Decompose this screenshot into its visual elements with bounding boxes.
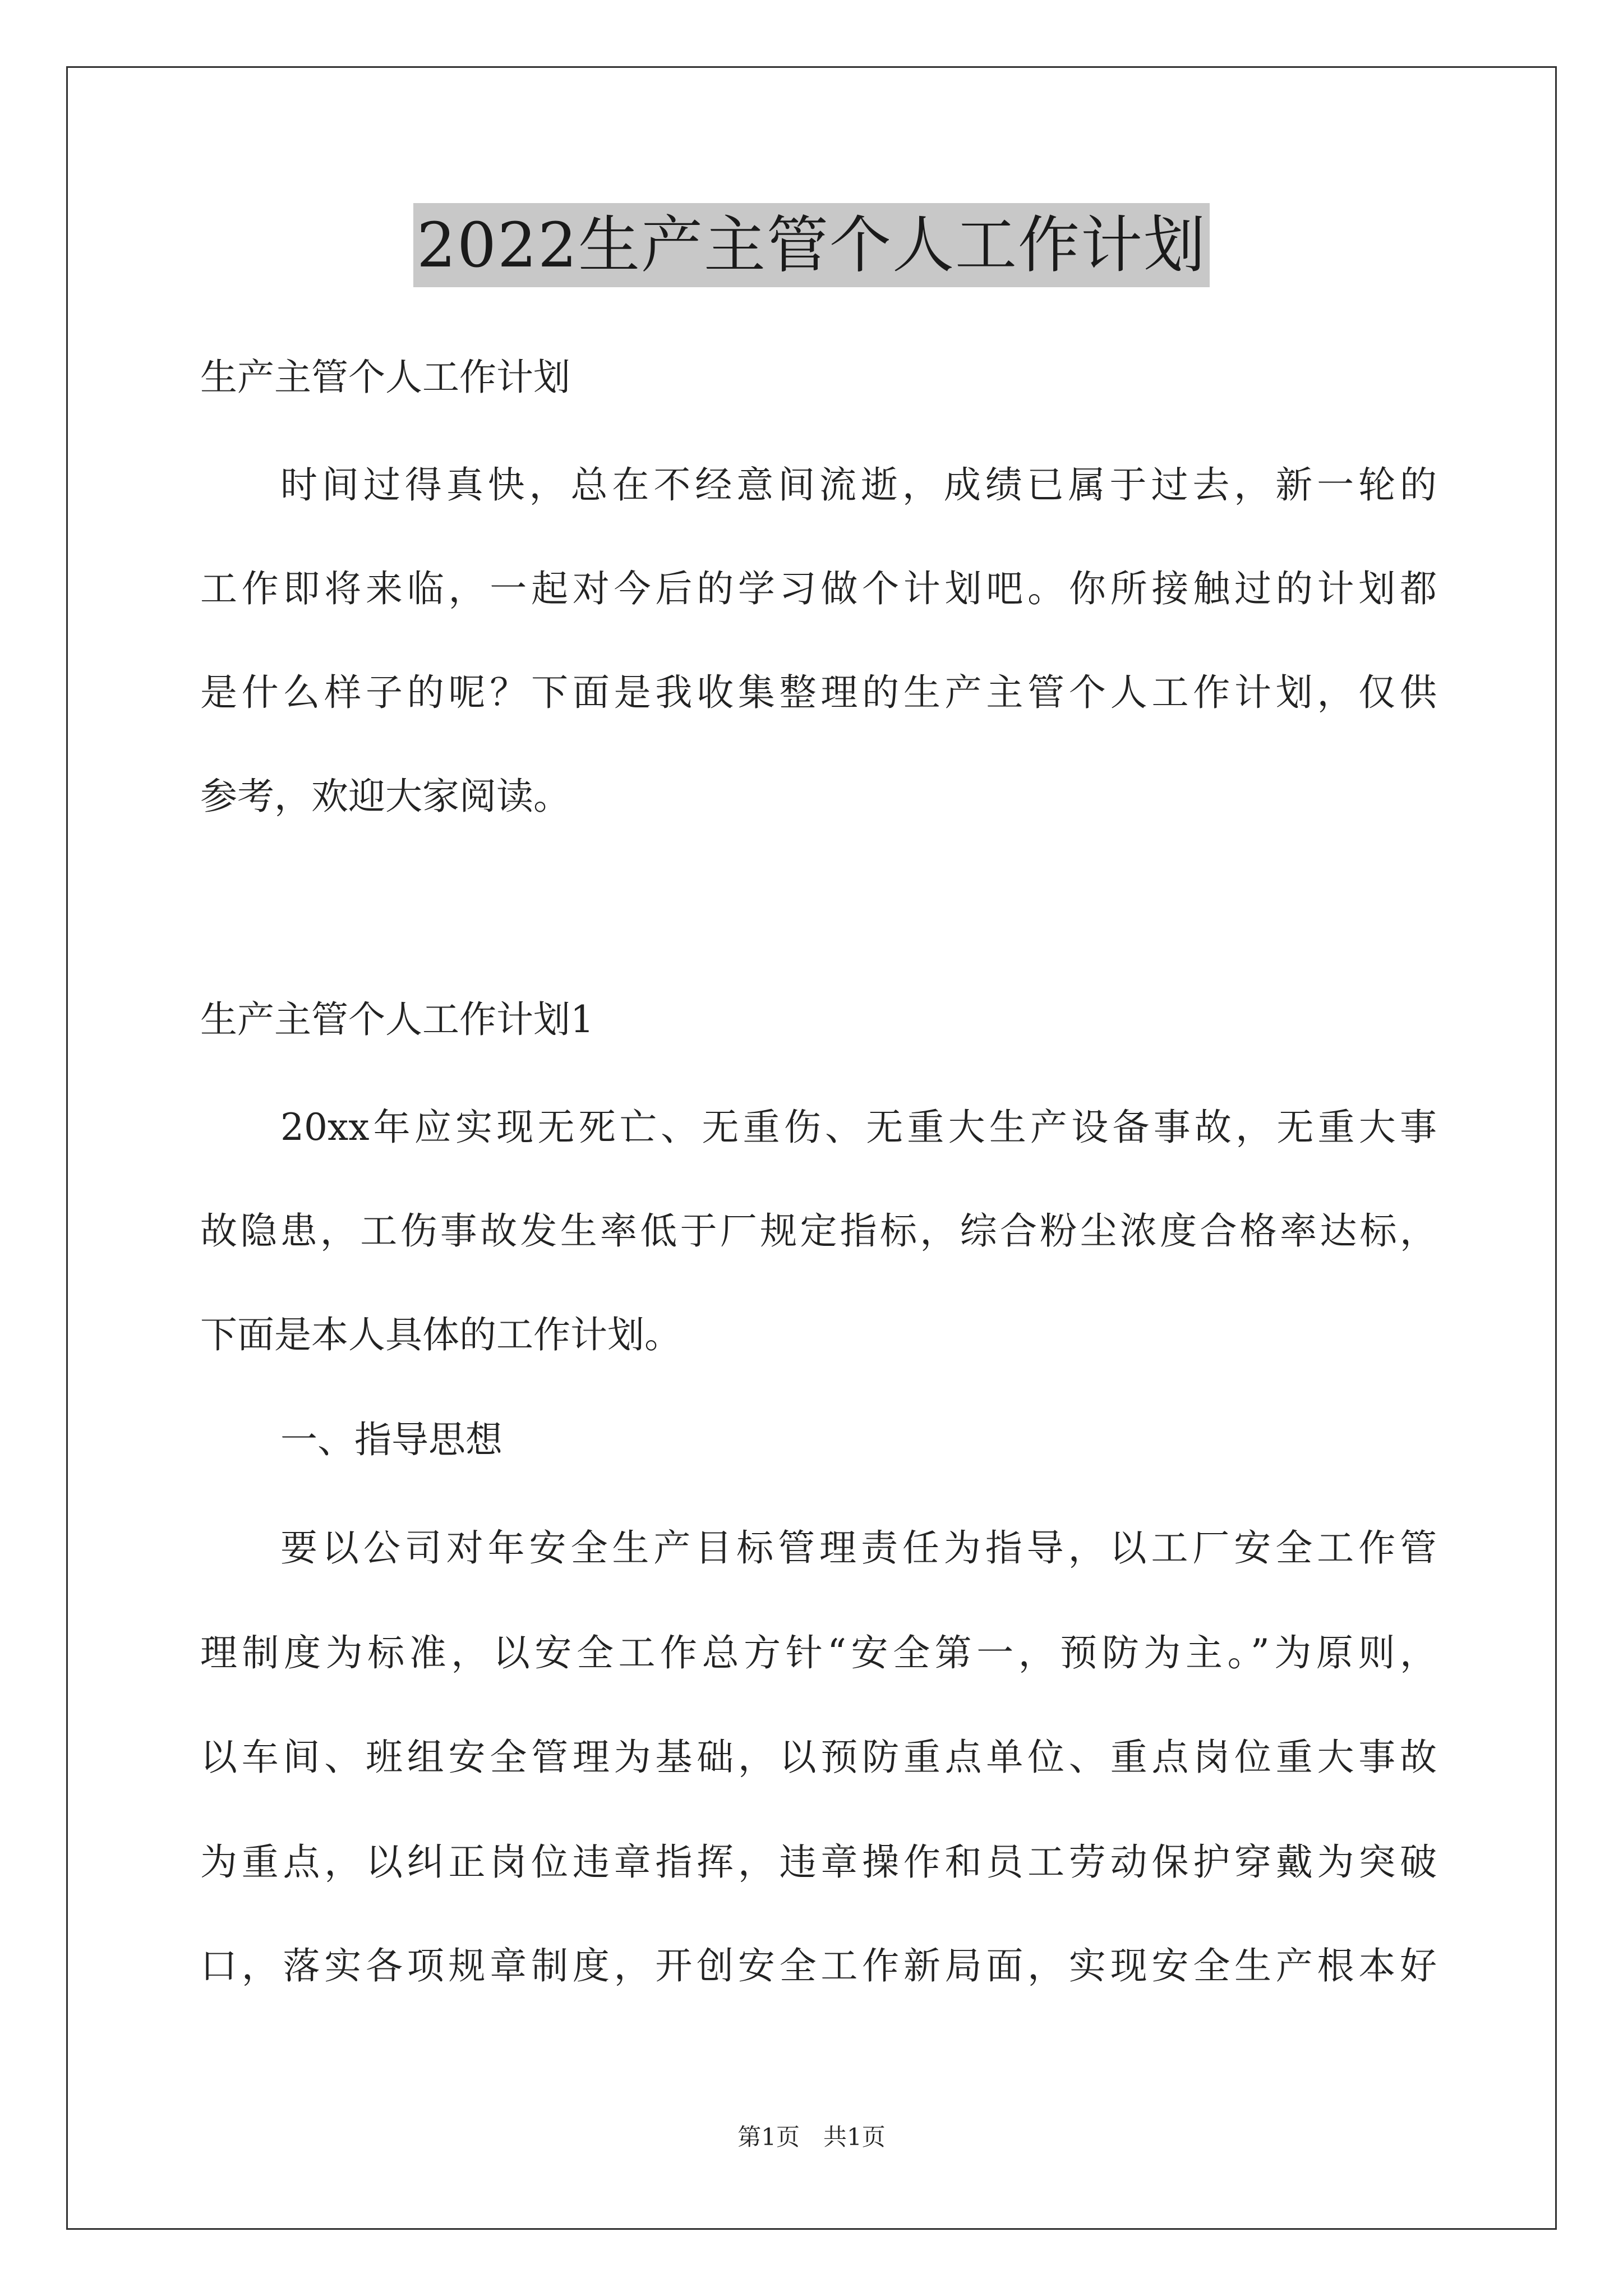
intro-line: 是什么样子的呢？下面是我收集整理的生产主管个人工作计划，仅供	[200, 671, 1437, 714]
paragraph-line: 理制度为标准，以安全工作总方针“安全第一，预防为主。”为原则，	[200, 1631, 1437, 1674]
paragraph-line: 为重点，以纠正岗位违章指挥，违章操作和员工劳动保护穿戴为突破	[200, 1841, 1437, 1884]
paragraph-line: 要以公司对年安全生产目标管理责任为指导，以工厂安全工作管	[280, 1526, 1437, 1570]
paragraph-line: 以车间、班组安全管理为基础，以预防重点单位、重点岗位重大事故	[200, 1736, 1437, 1779]
paragraph-line: 口，落实各项规章制度，开创安全工作新局面，实现安全生产根本好	[200, 1944, 1437, 1987]
intro-line: 工作即将来临，一起对今后的学习做个计划吧。你所接触过的计划都	[200, 567, 1437, 610]
intro-line: 参考，欢迎大家阅读。	[200, 775, 570, 818]
title-container	[0, 203, 1623, 287]
intro-line: 时间过得真快，总在不经意间流逝，成绩已属于过去，新一轮的	[280, 463, 1437, 507]
page-number-footer: 第1页 共1页	[737, 2123, 886, 2151]
document-subtitle: 生产主管个人工作计划	[200, 356, 570, 399]
paragraph-line: 下面是本人具体的工作计划。	[200, 1313, 681, 1356]
paragraph-line: 20xx年应实现无死亡、无重伤、无重大生产设备事故，无重大事	[280, 1106, 1437, 1149]
document-title: 2022生产主管个人工作计划	[413, 203, 1210, 287]
section-heading: 生产主管个人工作计划1	[200, 998, 594, 1041]
part-heading: 一、指导思想	[280, 1418, 502, 1461]
paragraph-line: 故隐患，工伤事故发生率低于厂规定指标，综合粉尘浓度合格率达标，	[200, 1209, 1437, 1253]
